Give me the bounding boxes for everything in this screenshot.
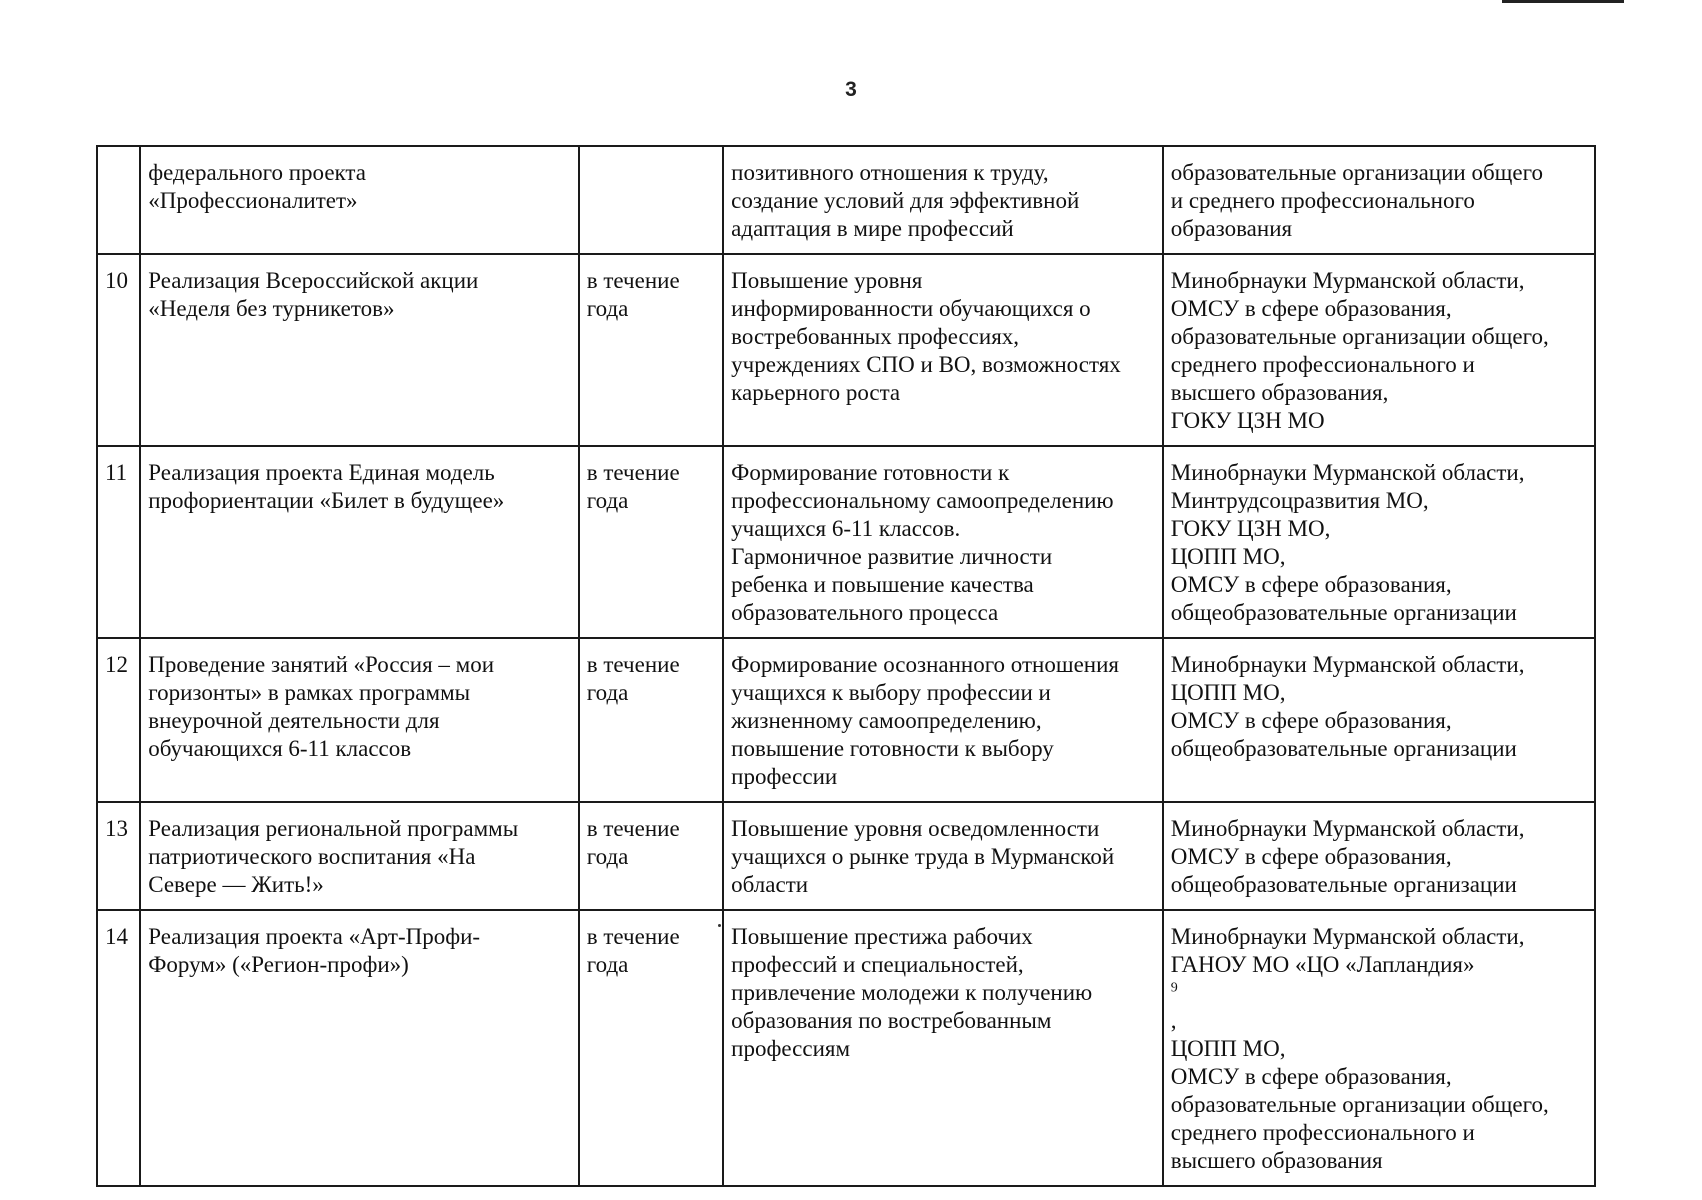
responsible-cell: образовательные организации общего и среднего профессионального образования [1163, 146, 1595, 254]
page-number: 3 [845, 78, 857, 101]
table-row [97, 638, 1595, 802]
table-row [97, 146, 1595, 254]
row-number-cell: 10 [97, 254, 140, 446]
row-number-cell: 12 [97, 638, 140, 802]
term-cell: в течение года [579, 802, 723, 910]
event-cell: федерального проекта «Профессионалитет» [140, 146, 579, 254]
row-number-cell [97, 146, 140, 254]
table-row [97, 910, 1595, 1186]
responsible-cell: Минобрнауки Мурманской области, ОМСУ в сфере образования, образовательные организации общего, среднего профессионального и высшего образования, ГОКУ ЦЗН МО [1163, 254, 1595, 446]
result-cell: Повышение уровня осведомленности учащихся о рынке труда в Мурманской области [723, 802, 1163, 910]
row-number-cell: 13 [97, 802, 140, 910]
event-cell: Реализация проекта «Арт-Профи- Форум» («Регион-профи») [140, 910, 579, 1186]
responsible-cell: Минобрнауки Мурманской области, ЦОПП МО, ОМСУ в сфере образования, общеобразовательные организации [1163, 638, 1595, 802]
responsible-cell: Минобрнауки Мурманской области, ОМСУ в сфере образования, общеобразовательные организации [1163, 802, 1595, 910]
result-cell: Формирование готовности к профессиональному самоопределению учащихся 6-11 классов. Гармоничное развитие личности ребенка и повышение качества образовательного процесса [723, 446, 1163, 638]
term-cell: в течение года [579, 254, 723, 446]
event-cell: Реализация проекта Единая модель профориентации «Билет в будущее» [140, 446, 579, 638]
table-row [97, 446, 1595, 638]
event-cell: Реализация Всероссийской акции «Неделя без турникетов» [140, 254, 579, 446]
result-cell: Повышение уровня информированности обучающихся о востребованных профессиях, учреждениях СПО и ВО, возможностях карьерного роста [723, 254, 1163, 446]
event-cell: Проведение занятий «Россия – мои горизонты» в рамках программы внеурочной деятельности для обучающихся 6-11 классов [140, 638, 579, 802]
term-cell: в течение года [579, 910, 723, 1186]
table-row [97, 802, 1595, 910]
result-cell: позитивного отношения к труду, создание условий для эффективной адаптация в мире профессий [723, 146, 1163, 254]
result-cell: Формирование осознанного отношения учащихся к выбору профессии и жизненному самоопределению, повышение готовности к выбору профессии [723, 638, 1163, 802]
responsible-cell: Минобрнауки Мурманской области, Минтрудсоцразвития МО, ГОКУ ЦЗН МО, ЦОПП МО, ОМСУ в сфере образования, общеобразовательные организации [1163, 446, 1595, 638]
table-row [97, 254, 1595, 446]
term-cell: в течение года [579, 638, 723, 802]
term-cell: в течение года [579, 446, 723, 638]
row-number-cell: 14 [97, 910, 140, 1186]
scan-speck [718, 924, 721, 927]
footnote-marker: 9 [1170, 980, 1178, 996]
row-number-cell: 11 [97, 446, 140, 638]
responsible-cell: Минобрнауки Мурманской области, ГАНОУ МО «ЦО «Лапландия» $^9$ , ЦОПП МО, ОМСУ в сфере образования, образовательные организации общего, среднего профессионального и высшего образования [1163, 910, 1595, 1186]
event-cell: Реализация региональной программы патриотического воспитания «На Севере — Жить!» [140, 802, 579, 910]
top-edge-mark [1502, 0, 1624, 3]
result-cell: Повышение престижа рабочих профессий и специальностей, привлечение молодежи к получению образования по востребованным профессиям [723, 910, 1163, 1186]
activities-table [96, 145, 1596, 1187]
term-cell [579, 146, 723, 254]
